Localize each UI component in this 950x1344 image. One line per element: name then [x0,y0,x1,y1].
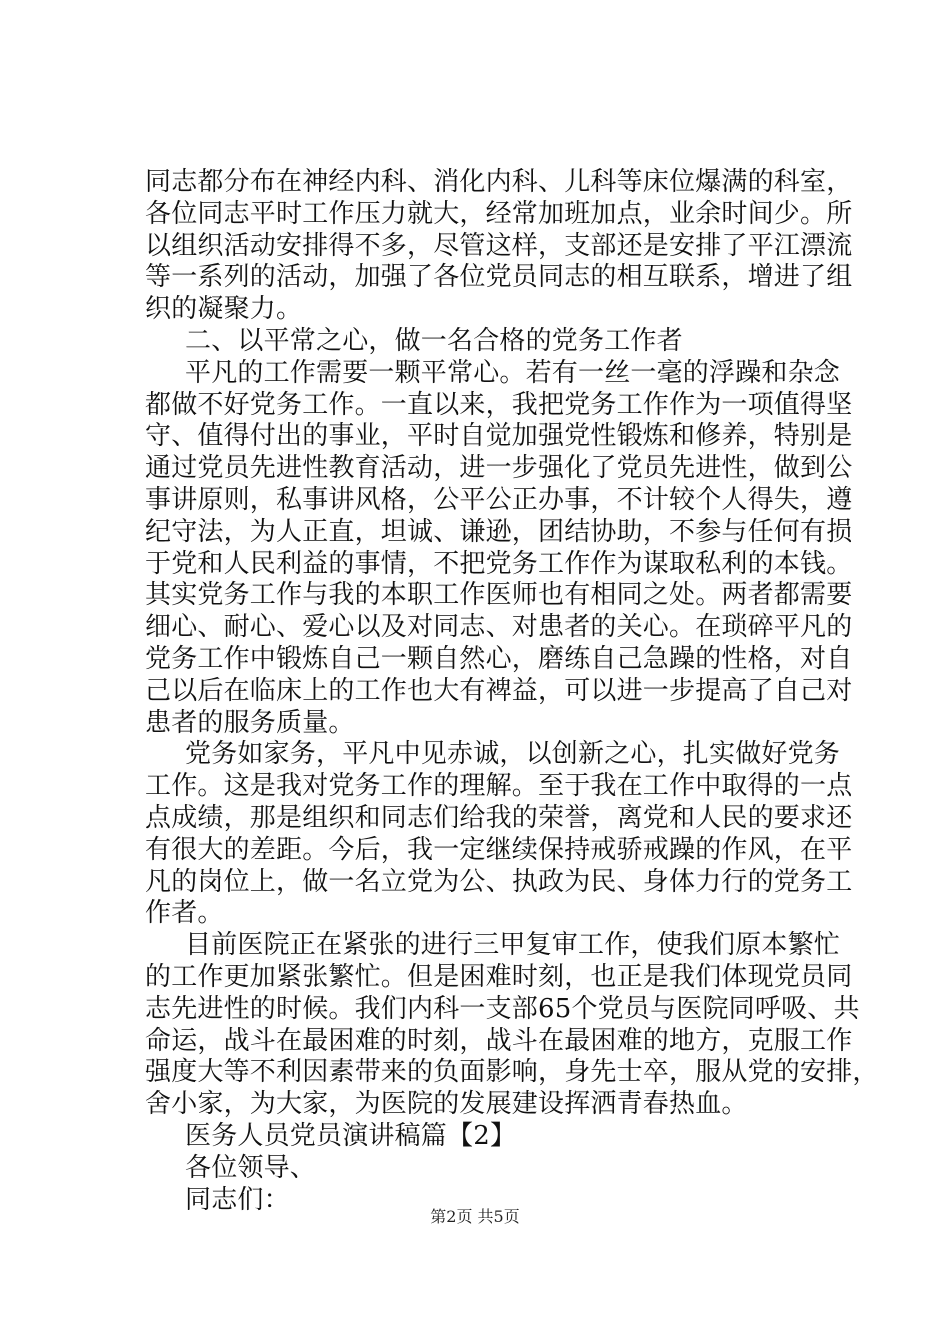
article-title: 医务人员党员演讲稿篇【2】 [185,1120,517,1151]
document-body [145,167,879,1216]
paragraph-start-line: 平凡的工作需要一颗平常心。若有一丝一毫的浮躁和杂念 [185,357,841,388]
paragraph-start-line: 目前医院正在紧张的进行三甲复审工作，使我们原本繁忙 [185,930,841,961]
text-line: 事讲原则，私事讲风格，公平公正办事，不计较个人得失，遵 [145,484,853,515]
text-line: 其实党务工作与我的本职工作医师也有相同之处。两者都需要 [145,580,853,611]
paragraph-start-line: 党务如家务，平凡中见赤诚，以创新之心，扎实做好党务 [185,739,841,770]
text-line: 各位同志平时工作压力就大，经常加班加点，业余时间少。所 [145,198,853,229]
text-line: 命运，战斗在最困难的时刻，战斗在最困难的地方，克服工作 [145,1025,853,1056]
page-number-footer: 第2页 共5页 [430,1207,520,1226]
text-line: 的工作更加紧张繁忙。但是困难时刻，也正是我们体现党员同 [145,961,853,992]
text-line: 己以后在临床上的工作也大有裨益，可以进一步提高了自己对 [145,675,853,706]
text-line: 纪守法，为人正直，坦诚、谦逊，团结协助，不参与任何有损 [145,516,853,547]
text-line: 都做不好党务工作。一直以来，我把党务工作作为一项值得坚 [145,389,853,420]
text-line: 织的凝聚力。 [145,294,303,325]
text-line: 工作。这是我对党务工作的理解。至于我在工作中取得的一点 [145,771,853,802]
text-line: 志先进性的时候。我们内科一支部65个党员与医院同呼吸、共 [145,993,860,1024]
text-line: 细心、耐心、爱心以及对同志、对患者的关心。在琐碎平凡的 [145,612,853,643]
salutation-line: 各位领导、 [185,1152,317,1183]
text-line: 党务工作中锻炼自己一颗自然心，磨练自己急躁的性格，对自 [145,643,853,674]
text-line: 有很大的差距。今后，我一定继续保持戒骄戒躁的作风，在平 [145,834,853,865]
text-line: 强度大等不利因素带来的负面影响，身先士卒，服从党的安排， [145,1057,879,1088]
text-line: 点成绩，那是组织和同志们给我的荣誉，离党和人民的要求还 [145,802,853,833]
text-line: 通过党员先进性教育活动，进一步强化了党员先进性，做到公 [145,453,853,484]
text-line: 舍小家，为大家，为医院的发展建设挥洒青春热血。 [145,1089,748,1120]
text-line: 同志都分布在神经内科、消化内科、儿科等床位爆满的科室， [145,167,853,197]
section-heading: 二、以平常之心，做一名合格的党务工作者 [185,325,683,356]
text-line: 凡的岗位上，做一名立党为公、执政为民、身体力行的党务工 [145,866,853,897]
text-line: 守、值得付出的事业，平时自觉加强党性锻炼和修养，特别是 [145,421,853,452]
text-line: 等一系列的活动，加强了各位党员同志的相互联系，增进了组 [145,262,853,293]
text-line: 作者。 [145,898,224,929]
text-line: 以组织活动安排得不多，尽管这样，支部还是安排了平江漂流 [145,230,853,261]
text-line: 于党和人民利益的事情，不把党务工作作为谋取私利的本钱。 [145,548,853,579]
text-line: 患者的服务质量。 [145,707,355,738]
salutation-line: 同志们： [185,1184,290,1215]
